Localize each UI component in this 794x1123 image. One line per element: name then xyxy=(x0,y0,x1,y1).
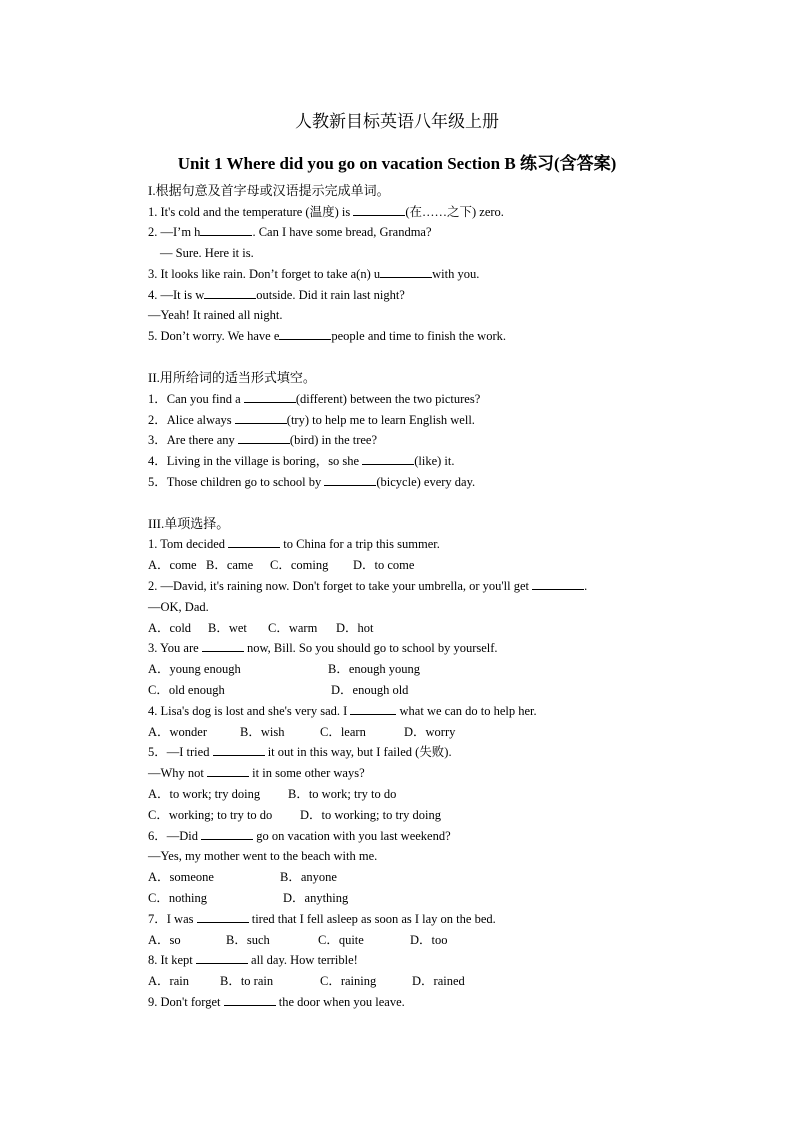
section-2-heading: II.用所给词的适当形式填空。 xyxy=(148,370,316,385)
option-b: B．wet xyxy=(208,621,247,635)
s1-question-1: 1. It's cold and the temperature (温度) is (在……之下) zero. xyxy=(148,205,504,219)
option-b: B．wish xyxy=(240,725,285,739)
answer-blank xyxy=(380,266,432,278)
option-a: A．someone xyxy=(148,870,214,884)
s3-question-2: 2. —David, it's raining now. Don't forget to take your umbrella, or you'll get . xyxy=(148,579,588,593)
option-a: A．so xyxy=(148,933,181,947)
s1-question-2: 2. —I’m h . Can I have some bread, Grandma? xyxy=(148,225,432,239)
answer-blank xyxy=(204,287,256,299)
option-a: A．young enough xyxy=(148,662,241,676)
answer-blank xyxy=(279,328,331,340)
s3-question-1: 1. Tom decided to China for a trip this summer. xyxy=(148,537,440,551)
s3-question-3-options-cd xyxy=(148,682,408,698)
answer-blank xyxy=(324,474,376,486)
s2-question-2: 2．Alice always (try) to help me to learn English well. xyxy=(148,413,475,427)
option-a: A．cold xyxy=(148,621,192,635)
answer-blank xyxy=(200,224,252,236)
s1-question-3: 3. It looks like rain. Don’t forget to take a(n) u with you. xyxy=(148,267,480,281)
answer-blank xyxy=(213,744,265,756)
s3-question-6-options-ab xyxy=(148,869,337,885)
s2-question-5: 5．Those children go to school by (bicycle) every day. xyxy=(148,475,476,489)
s3-question-8-options xyxy=(148,973,465,989)
option-c: C．quite xyxy=(318,933,364,947)
option-a: A．rain xyxy=(148,974,189,988)
answer-blank xyxy=(197,911,249,923)
s3-question-5-options-cd xyxy=(148,807,441,823)
option-c: C．learn xyxy=(320,725,366,739)
option-d: D．to come xyxy=(353,558,415,572)
s2-question-3: 3．Are there any (bird) in the tree? xyxy=(148,433,378,447)
s1-question-5: 5. Don’t worry. We have e people and time to finish the work. xyxy=(148,329,506,343)
option-c: C．old enough xyxy=(148,683,225,697)
option-c: C．coming xyxy=(270,558,329,572)
s3-question-2-options xyxy=(148,620,374,636)
option-d: D．hot xyxy=(336,621,374,635)
s3-question-6: 6．—Did go on vacation with you last weekend? xyxy=(148,829,451,843)
s3-question-5-reply: —Why not it in some other ways? xyxy=(148,766,365,780)
option-d: D．to working; to try doing xyxy=(300,808,441,822)
option-c: C．raining xyxy=(320,974,377,988)
option-a: A．to work; try doing xyxy=(148,787,261,801)
s2-question-1: 1．Can you find a (different) between the two pictures? xyxy=(148,392,481,406)
s3-question-5-options-ab xyxy=(148,786,396,802)
answer-blank xyxy=(362,453,414,465)
s3-question-7-options xyxy=(148,932,448,948)
option-d: D．too xyxy=(410,933,448,947)
page-title: 人教新目标英语八年级上册 xyxy=(295,112,499,131)
s3-question-4-options xyxy=(148,724,455,740)
s3-question-1-options xyxy=(148,557,414,573)
answer-blank xyxy=(238,432,290,444)
s1-question-2-reply: — Sure. Here it is. xyxy=(160,246,254,260)
s3-question-7: 7．I was tired that I fell asleep as soon as I lay on the bed. xyxy=(148,912,496,926)
option-d: D．enough old xyxy=(331,683,409,697)
s3-question-8: 8. It kept all day. How terrible! xyxy=(148,953,358,967)
answer-blank xyxy=(228,536,280,548)
option-d: D．worry xyxy=(404,725,456,739)
option-b: B．enough young xyxy=(328,662,421,676)
option-b: B．came xyxy=(206,558,254,572)
s3-question-6-options-cd xyxy=(148,890,348,906)
option-a: A．wonder xyxy=(148,725,208,739)
section-3-heading: III.单项选择。 xyxy=(148,516,230,531)
answer-blank xyxy=(350,703,396,715)
option-c: C．working; to try to do xyxy=(148,808,273,822)
option-a: A．come xyxy=(148,558,197,572)
option-b: B．to rain xyxy=(220,974,274,988)
s3-question-3-options-ab xyxy=(148,661,420,677)
s1-question-4-reply: —Yeah! It rained all night. xyxy=(148,308,283,322)
s1-question-4: 4. —It is w outside. Did it rain last night? xyxy=(148,288,405,302)
option-b: B．anyone xyxy=(280,870,337,884)
answer-blank xyxy=(196,952,248,964)
answer-blank xyxy=(224,994,276,1006)
option-b: B．such xyxy=(226,933,270,947)
option-c: C．nothing xyxy=(148,891,208,905)
page-subtitle: Unit 1 Where did you go on vacation Section B 练习(含答案) xyxy=(177,154,617,173)
option-b: B．to work; try to do xyxy=(288,787,397,801)
s3-question-9: 9. Don't forget the door when you leave. xyxy=(148,995,405,1009)
s2-question-4: 4．Living in the village is boring，so she (like) it. xyxy=(148,454,455,468)
answer-blank xyxy=(207,765,249,777)
option-d: D．rained xyxy=(412,974,465,988)
s3-question-2-reply: —OK, Dad. xyxy=(148,600,209,614)
s3-question-3: 3. You are now, Bill. So you should go to school by yourself. xyxy=(148,641,498,655)
s3-question-6-reply: —Yes, my mother went to the beach with me. xyxy=(148,849,378,863)
option-d: D．anything xyxy=(283,891,349,905)
answer-blank xyxy=(201,828,253,840)
s3-question-4: 4. Lisa's dog is lost and she's very sad. I what we can do to help her. xyxy=(148,704,537,718)
answer-blank xyxy=(235,412,287,424)
s3-question-5: 5．—I tried it out in this way, but I failed (失败). xyxy=(148,745,452,759)
answer-blank xyxy=(532,578,584,590)
section-1-heading: I.根据句意及首字母或汉语提示完成单词。 xyxy=(148,183,390,198)
answer-blank xyxy=(202,640,244,652)
answer-blank xyxy=(353,204,405,216)
answer-blank xyxy=(244,391,296,403)
option-c: C．warm xyxy=(268,621,318,635)
